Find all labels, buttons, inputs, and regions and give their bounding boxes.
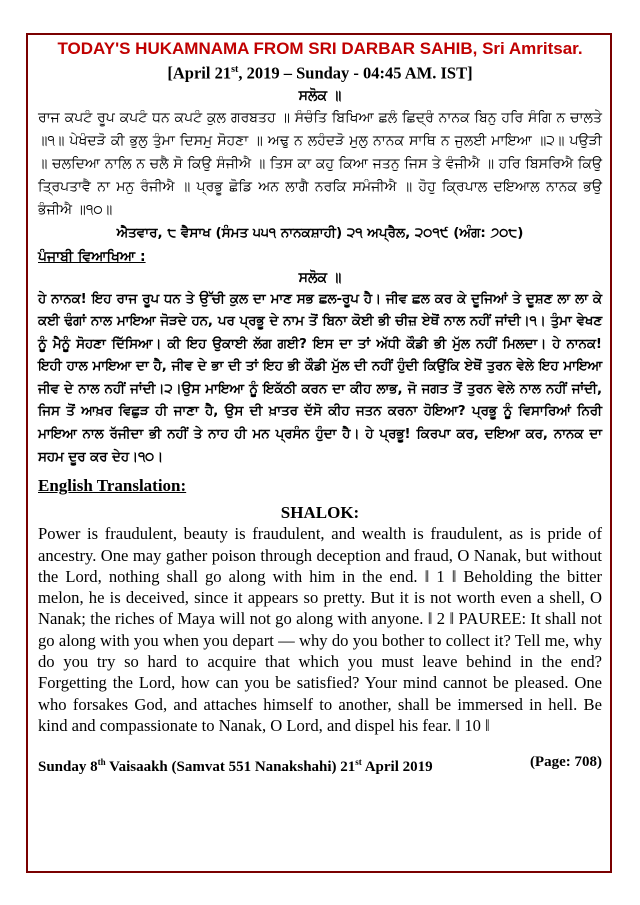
date-header-prefix: [April 21 [167, 63, 232, 83]
date-header-sup: st [231, 64, 239, 75]
footer-samvat: Vaisaakh (Samvat 551 Nanakshahi) 21 [105, 759, 356, 776]
footer-day: Sunday 8 [38, 759, 98, 776]
english-translation-text: Power is fraudulent, beauty is fraudulent, and wealth is fraudulent, as is pride of ancestry. One may gather poison through deception and fraud, O Nanak, but without the Lord, nothing shall go along with him in the end. ‖ 1 ‖ Beholding the bitter melon, he is deceived, since it appears so pretty. But it is not worth even a shell, O Nanak; the riches of Maya will not go along with anyone. ‖ 2 ‖ PAUREE: It shall not go along with you when you depart — why do you bother to collect it? Tell me, why do you try so hard to acquire that which you must leave behind in the end? Forgetting the Lord, how can you be satisfied? Your mind cannot be pleased. One who forsakes God, and attaches himself to another, shall be immersed in hell. Be kind and compassionate to Nanak, O Lord, and dispel his fear. ‖ 10 ‖ [38, 524, 602, 735]
footer-page: (Page: 708) [529, 754, 602, 771]
punjabi-explanation-heading: ਸਲੋਕ ॥ [298, 269, 342, 286]
footer-date [38, 752, 433, 777]
hukamnama-document [38, 38, 602, 777]
punjabi-explanation-text: ਹੇ ਨਾਨਕ! ਇਹ ਰਾਜ ਰੂਪ ਧਨ ਤੇ ਉੱਚੀ ਕੁਲ ਦਾ ਮਾਣ ਸਭ ਛਲ-ਰੂਪ ਹੈ। ਜੀਵ ਛਲ ਕਰ ਕੇ ਦੂਜਿਆਂ ਤੇ ਦੂਸ਼ਣ ਲਾ ਲਾ ਕੇ ਕਈ ਢੰਗਾਂ ਨਾਲ ਮਾਇਆ ਜੋੜਦੇ ਹਨ, ਪਰ ਪ੍ਰਭੂ ਦੇ ਨਾਮ ਤੋਂ ਬਿਨਾ ਕੋਈ ਭੀ ਚੀਜ਼ ਏਥੋਂ ਨਾਲ ਨਹੀਂ ਜਾਂਦੀ।੧। ਤੁੰਮਾ ਵੇਖਣ ਨੂੰ ਮੈਨੂੰ ਸੋਹਣਾ ਦਿੱਸਿਆ। ਕੀ ਇਹ ਉਕਾਈ ਲੱਗ ਗਈ? ਇਸ ਦਾ ਤਾਂ ਅੱਧੀ ਕੌਡੀ ਭੀ ਮੁੱਲ ਨਹੀਂ ਮਿਲਦਾ। ਹੇ ਨਾਨਕ! ਇਹੀ ਹਾਲ ਮਾਇਆ ਦਾ ਹੈ, ਜੀਵ ਦੇ ਭਾ ਦੀ ਤਾਂ ਇਹ ਭੀ ਕੌਡੀ ਮੁੱਲ ਦੀ ਨਹੀਂ ਹੁੰਦੀ ਕਿਉਂਕਿ ਏਥੋਂ ਤੁਰਨ ਵੇਲੇ ਇਹ ਮਾਇਆ ਜੀਵ ਦੇ ਨਾਲ ਨਹੀਂ ਜਾਂਦੀ।੨।ਉਸ ਮਾਇਆ ਨੂੰ ਇਕੱਠੀ ਕਰਨ ਦਾ ਕੀਹ ਲਾਭ, ਜੋ ਜਗਤ ਤੋਂ ਤੁਰਨ ਵੇਲੇ ਨਾਲ ਨਹੀਂ ਜਾਂਦੀ, ਜਿਸ ਤੋਂ ਆਖ਼ਰ ਵਿਛੁੜ ਹੀ ਜਾਣਾ ਹੈ, ਉਸ ਦੀ ਖ਼ਾਤਰ ਦੱਸੋ ਕੀਹ ਜਤਨ ਕਰਨਾ ਹੋਇਆ? ਪ੍ਰਭੂ ਨੂੰ ਵਿਸਾਰਿਆਂ ਨਿਰੀ ਮਾਇਆ ਨਾਲ ਰੱਜੀਦਾ ਭੀ ਨਹੀਂ ਤੇ ਨਾਹ ਹੀ ਮਨ ਪ੍ਰਸੰਨ ਹੁੰਦਾ ਹੈ। ਹੇ ਪ੍ਰਭੂ! ਕਿਰਪਾ ਕਰ, ਦਇਆ ਕਰ, ਨਾਨਕ ਦਾ ਸਹਮ ਦੂਰ ਕਰ ਦੇਹ।੧੦। [38, 291, 602, 465]
punjabi-explanation-label: ਪੰਜਾਬੀ ਵਿਆਖਿਆ : [38, 248, 146, 265]
english-translation-label: English Translation: [38, 476, 187, 496]
gurbani-heading: ਸਲੋਕ ॥ [298, 87, 342, 104]
gurbani-text: ਰਾਜ ਕਪਟੰ ਰੂਪ ਕਪਟੰ ਧਨ ਕਪਟੰ ਕੁਲ ਗਰਬਤਹ ॥ ਸੰਚੰਤਿ ਬਿਖਿਆ ਛਲੰ ਛਿਦ੍ਰੰ ਨਾਨਕ ਬਿਨੁ ਹਰਿ ਸੰਗਿ ਨ ਚਾਲਤੇ ॥੧॥ ਪੇਖੰਦੜੋ ਕੀ ਭੁਲੁ ਤੁੰਮਾ ਦਿਸਮੁ ਸੋਹਣਾ ॥ ਅਢੁ ਨ ਲਹੰਦੜੋ ਮੁਲੁ ਨਾਨਕ ਸਾਥਿ ਨ ਜੁਲਈ ਮਾਇਆ ॥੨॥ ਪਉੜੀ ॥ ਚਲਦਿਆ ਨਾਲਿ ਨ ਚਲੈ ਸੋ ਕਿਉ ਸੰਜੀਐ ॥ ਤਿਸ ਕਾ ਕਹੁ ਕਿਆ ਜਤਨੁ ਜਿਸ ਤੇ ਵੰਜੀਐ ॥ ਹਰਿ ਬਿਸਰਿਐ ਕਿਉ ਤ੍ਰਿਪਤਾਵੈ ਨਾ ਮਨੁ ਰੰਜੀਐ ॥ ਪ੍ਰਭੂ ਛੋਡਿ ਅਨ ਲਾਗੈ ਨਰਕਿ ਸਮੰਜੀਐ ॥ ਹੋਹੁ ਕ੍ਰਿਪਾਲ ਦਇਆਲ ਨਾਨਕ ਭਉ ਭੰਜੀਐ ॥੧੦॥ [38, 109, 602, 218]
date-header-suffix: , 2019 – Sunday - 04:45 AM. IST] [238, 63, 473, 83]
footer-year: April 2019 [361, 759, 433, 776]
footer-date-line [38, 752, 602, 777]
footer-day-sup: th [97, 757, 106, 768]
footer-date-sup: st [355, 757, 362, 768]
english-heading: SHALOK: [280, 503, 360, 523]
gurbani-date-line: ਐਤਵਾਰ, ੮ ਵੈਸਾਖ (ਸੰਮਤ ੫੫੧ ਨਾਨਕਸ਼ਾਹੀ) ੨੧ ਅਪ੍ਰੈਲ, ੨੦੧੯ (ਅੰਗ: ੭੦੮) [116, 224, 524, 241]
date-header [38, 60, 602, 84]
page-title: TODAY'S HUKAMNAMA FROM SRI DARBAR SAHIB, Sri Amritsar. [57, 39, 583, 58]
